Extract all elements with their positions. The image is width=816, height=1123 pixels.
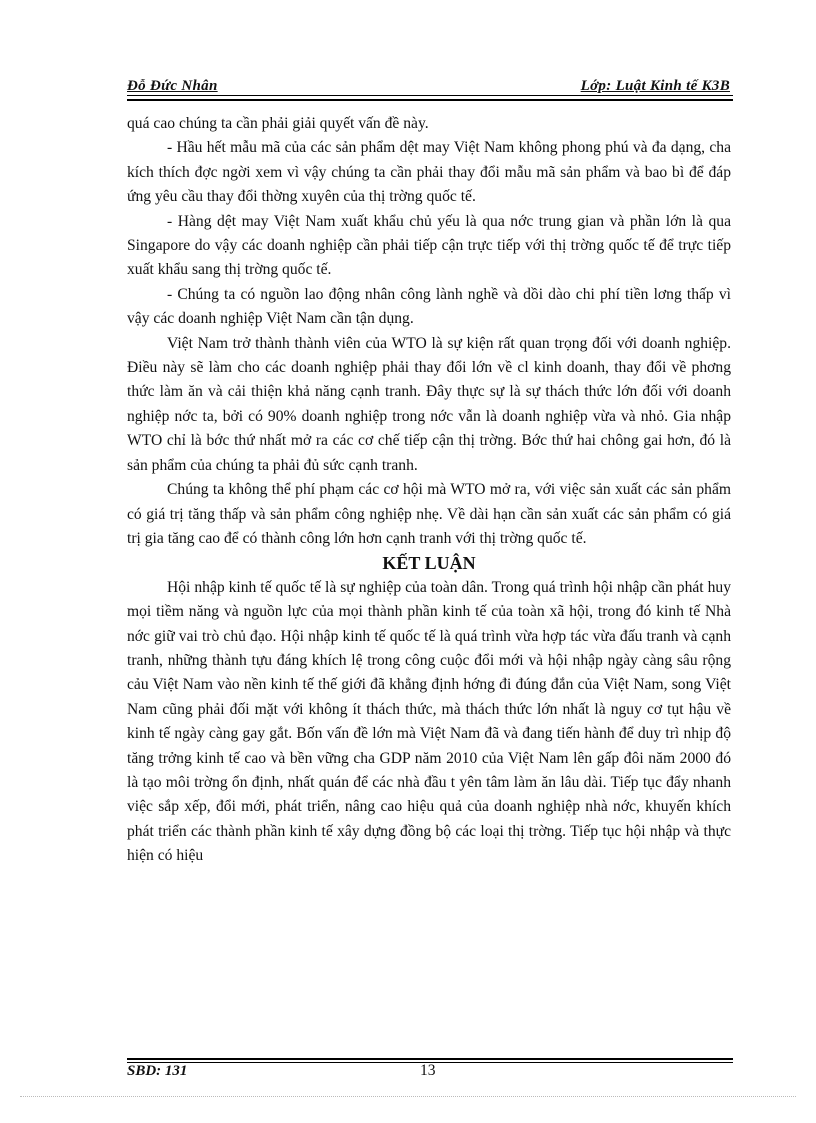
paragraph: Việt Nam trở thành thành viên của WTO là sự kiện rất quan trọng đối với doanh nghiệp. Điều này sẽ làm cho các doanh nghiệp phải thay đổi lớn về cl kinh doanh, thay đổi về phơng thức làm ăn và cải thiện khả năng cạnh tranh. Đây thực sự là sự thách thức lớn đối với doanh nghiệp nớc ta, bởi có 90% doanh nghiệp trong nớc vẫn là doanh nghiệp vừa và nhỏ. Gia nhập WTO chỉ là bớc thứ nhất mở ra các cơ chế tiếp cận thị trờng. Bớc thứ hai chông gai hơn, đó là sản phẩm của chúng ta phải đủ sức cạnh tranh.: [127, 334, 731, 474]
paragraph: quá cao chúng ta cần phải giải quyết vấn đề này.: [127, 115, 429, 132]
paragraph: - Hàng dệt may Việt Nam xuất khẩu chủ yếu là qua nớc trung gian và phần lớn là qua Singapore do vậy các doanh nghiệp cần phải tiếp cận trực tiếp với thị trờng quốc tế để trực tiếp xuất khẩu sang thị trờng quốc tế.: [127, 212, 731, 279]
footer-rule: [127, 1058, 733, 1060]
paragraph: - Chúng ta có nguồn lao động nhân công lành nghề và dồi dào chi phí tiền lơng thấp vì vậy các doanh nghiệp Việt Nam cần tận dụng.: [127, 285, 731, 328]
header-class: Lớp: Luật Kinh tế K3B: [580, 78, 730, 94]
page-body: [127, 112, 731, 869]
page-number: 13: [420, 1062, 436, 1079]
page-divider: [20, 1096, 796, 1097]
paragraph: Hội nhập kinh tế quốc tế là sự nghiệp của toàn dân. Trong quá trình hội nhập cần phát huy mọi tiềm năng và nguồn lực của mọi thành phần kinh tế của toàn xã hội, trong đó kinh tế Nhà nớc giữ vai trò chủ đạo. Hội nhập kinh tế quốc tế là quá trình vừa hợp tác vừa đấu tranh và cạnh tranh, những thành tựu đáng khích lệ trong công cuộc đổi mới và hội nhập ngày càng sâu rộng cảu Việt Nam vào nền kinh tế thế giới đã khẳng định hớng đi đúng đắn của Việt Nam, song Việt Nam cũng phải đối mặt với không ít thách thức, mà thách thức lớn nhất là nguy cơ tụt hậu về kinh tế ngày càng gay gắt. Bốn vấn đề lớn mà Việt Nam đã và đang tiến hành để duy trì nhịp độ tăng trởng kinh tế cao và bền vững cha GDP năm 2010 của Việt Nam lên gấp đôi năm 2000 đó là tạo môi trờng ổn định, nhất quán để các nhà đầu t yên tâm làm ăn lâu dài. Tiếp tục đẩy nhanh việc sắp xếp, đổi mới, phát triển, nâng cao hiệu quả của doanh nghiệp nhà nớc, khuyến khích phát triển các thành phần kinh tế xây dựng đồng bộ các loại thị trờng. Tiếp tục hội nhập và thực hiện có hiệu: [127, 578, 731, 865]
paragraph: Chúng ta không thể phí phạm các cơ hội mà WTO mở ra, với việc sản xuất các sản phẩm có giá trị tăng thấp và sản phẩm công nghiệp nhẹ. Về dài hạn cần sản xuất các sản phẩm có giá trị gia tăng cao để có thành công lớn hơn cạnh tranh với thị trờng quốc tế.: [127, 481, 731, 547]
footer-sbd: SBD: 131: [127, 1063, 188, 1079]
header-author: Đỗ Đức Nhân: [127, 78, 218, 94]
section-heading: KẾT LUẬN: [382, 553, 476, 574]
header-rule-thick: [127, 99, 733, 101]
header-rule: [127, 95, 733, 96]
paragraph: - Hầu hết mẫu mã của các sản phẩm dệt may Việt Nam không phong phú và đa dạng, cha kích thích đợc ngời xem vì vậy chúng ta cần phải thay đổi mẫu mã sản phẩm và bao bì để đáp ứng yêu cầu thay đổi thờng xuyên của thị trờng quốc tế.: [127, 139, 731, 206]
